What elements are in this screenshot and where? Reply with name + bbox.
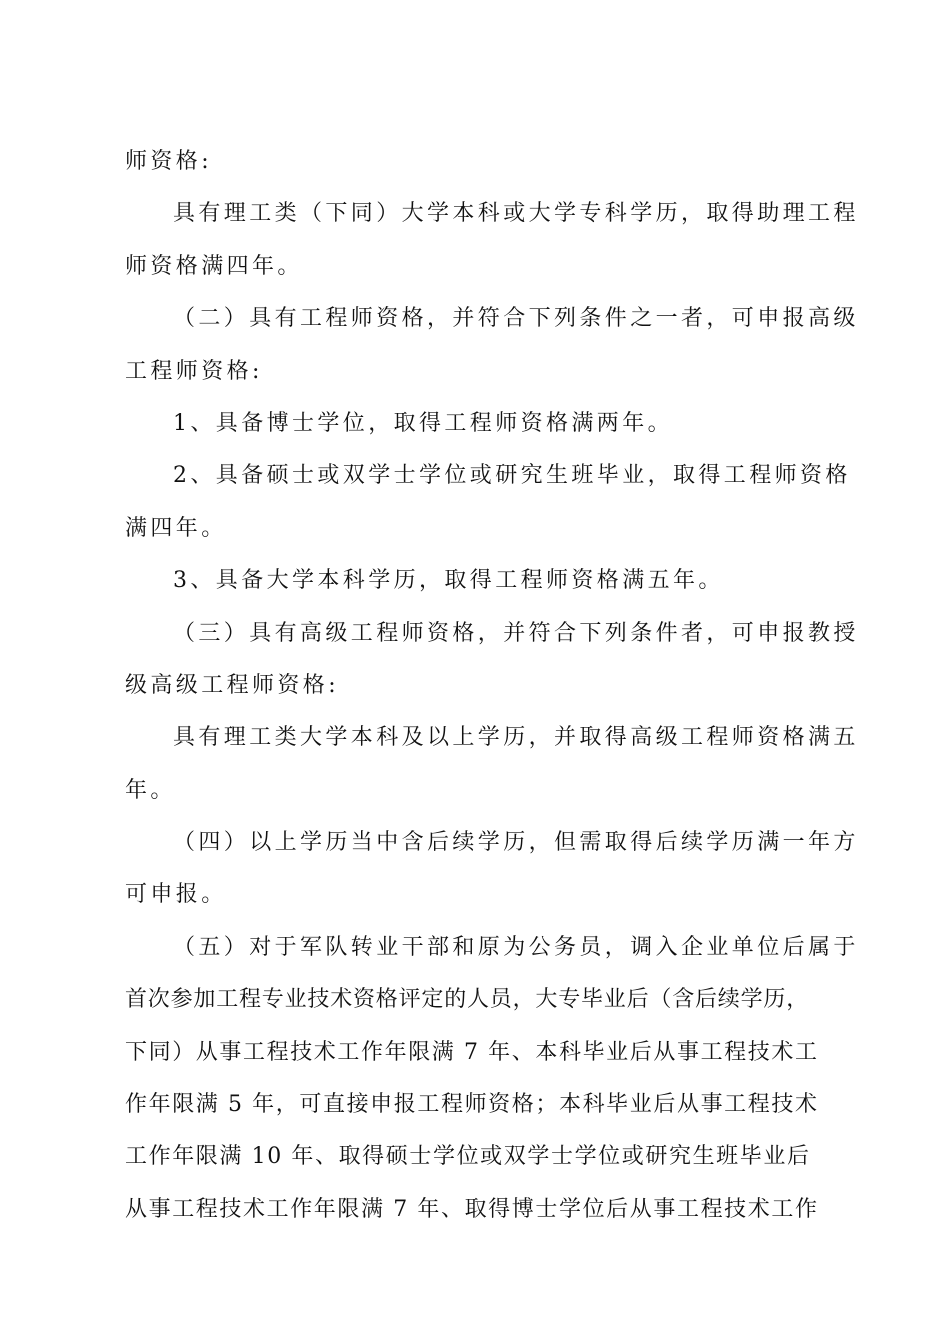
text-line: （四）以上学历当中含后续学历，但需取得后续学历满一年方 [173,830,859,856]
text-line: 首次参加工程专业技术资格评定的人员，大专毕业后（含后续学历， [125,987,810,1013]
text-line: 下同）从事工程技术工作年限满 7 年、本科毕业后从事工程技术工 [125,1039,819,1065]
text-line: （五）对于军队转业干部和原为公务员，调入企业单位后属于 [173,934,859,960]
text-line: 3、具备大学本科学历，取得工程师资格满五年。 [173,568,724,594]
text-line: 1、具备博士学位，取得工程师资格满两年。 [173,410,673,436]
text-line: 可申报。 [125,882,227,908]
text-line: 工程师资格: [125,358,263,384]
text-line: 从事工程技术工作年限满 7 年、取得博士学位后从事工程技术工作 [125,1196,819,1222]
text-line: 满四年。 [125,515,227,541]
text-line: 工作年限满 10 年、取得硕士学位或双学士学位或研究生班毕业后 [125,1144,811,1170]
text-line: 具有理工类（下同）大学本科或大学专科学历，取得助理工程 [173,201,859,227]
document-body [125,136,859,1236]
text-line: 级高级工程师资格: [125,672,340,698]
text-line: 师资格满四年。 [125,253,303,279]
text-line: 年。 [125,777,176,803]
text-line: 师资格: [125,149,213,174]
text-line: 具有理工类大学本科及以上学历，并取得高级工程师资格满五 [173,725,859,751]
text-line: （二）具有工程师资格，并符合下列条件之一者，可申报高级 [173,306,859,332]
text-line: 作年限满 5 年，可直接申报工程师资格；本科毕业后从事工程技术 [125,1092,819,1118]
text-line: （三）具有高级工程师资格，并符合下列条件者，可申报教授 [173,620,859,646]
text-line: 2、具备硕士或双学士学位或研究生班毕业，取得工程师资格 [173,463,851,489]
